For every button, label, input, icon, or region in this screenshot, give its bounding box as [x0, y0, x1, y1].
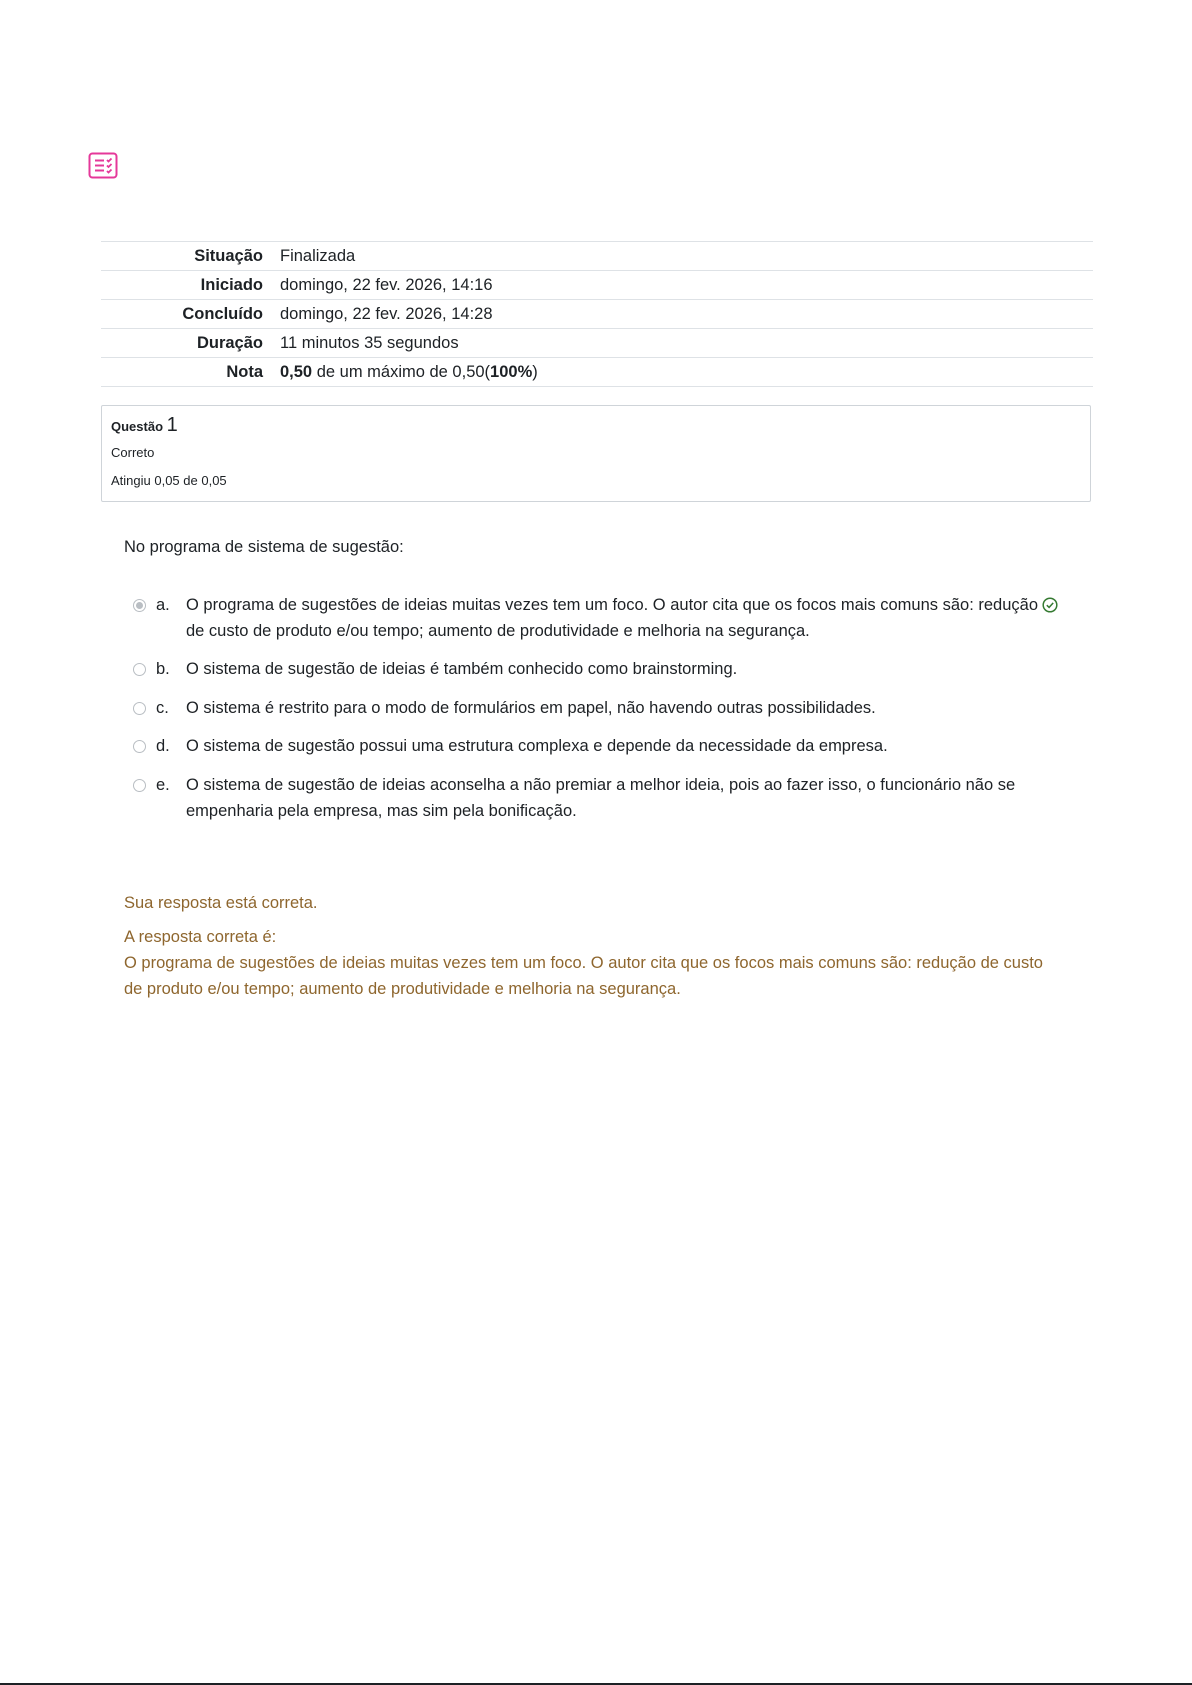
question-number	[111, 414, 1081, 437]
grade-max: de um máximo de 0,50(	[312, 362, 491, 381]
option-text: O sistema é restrito para o modo de formulários em papel, não havendo outras possibilidades.	[186, 699, 876, 717]
option-letter: a.	[156, 596, 170, 614]
summary-row-grade	[101, 358, 1093, 387]
question-text: No programa de sistema de sugestão:	[124, 538, 404, 556]
summary-row-duration	[101, 329, 1093, 358]
option-text: O sistema de sugestão de ideias é também conhecido como brainstorming.	[186, 660, 738, 678]
summary-value	[280, 358, 1093, 387]
summary-value: 11 minutos 35 segundos	[280, 333, 459, 352]
summary-value: domingo, 22 fev. 2026, 14:16	[280, 275, 493, 294]
question-state: Correto	[111, 445, 155, 460]
summary-label: Duração	[196, 333, 263, 352]
summary-row-completed	[101, 300, 1093, 329]
summary-label: Concluído	[182, 304, 263, 323]
radio-button[interactable]	[133, 599, 146, 612]
option-text: O programa de sugestões de ideias muitas vezes tem um foco. O autor cita que os focos mais comuns são: redução de custo de produto e/ou tempo; aumento de produtividade e melhoria na segurança.	[186, 596, 1039, 640]
answer-option-d[interactable]	[133, 733, 1053, 759]
summary-label: Situação	[194, 246, 263, 265]
right-answer-label: A resposta correta é:	[124, 928, 277, 946]
attempt-summary-table	[101, 241, 1093, 387]
check-circle-icon	[1042, 597, 1058, 613]
summary-label: Iniciado	[200, 275, 263, 294]
option-text: O sistema de sugestão possui uma estrutura complexa e depende da necessidade da empresa.	[186, 737, 888, 755]
quiz-icon	[88, 152, 118, 180]
radio-button[interactable]	[133, 779, 146, 792]
question-grade: Atingiu 0,05 de 0,05	[111, 473, 227, 488]
grade-score: 0,50	[280, 362, 313, 381]
summary-row-started	[101, 271, 1093, 300]
option-letter: b.	[156, 660, 170, 678]
feedback-panel	[124, 890, 1054, 1002]
radio-button[interactable]	[133, 702, 146, 715]
grade-close: )	[532, 362, 538, 381]
option-letter: e.	[156, 776, 170, 794]
option-letter: c.	[156, 699, 169, 717]
option-letter: d.	[156, 737, 170, 755]
answer-option-b[interactable]	[133, 656, 1053, 682]
question-prefix: Questão	[111, 419, 164, 434]
question-info-box	[101, 405, 1091, 502]
question-number-value: 1	[166, 414, 178, 436]
summary-row-state	[101, 242, 1093, 271]
specific-feedback: Sua resposta está correta.	[124, 894, 318, 912]
radio-button[interactable]	[133, 663, 146, 676]
radio-button[interactable]	[133, 740, 146, 753]
answer-option-e[interactable]	[133, 772, 1053, 824]
grade-percent: 100%	[490, 362, 533, 381]
answer-option-a[interactable]	[133, 592, 1053, 644]
right-answer-text: O programa de sugestões de ideias muitas vezes tem um foco. O autor cita que os focos mais comuns são: redução de custo de produto e/ou tempo; aumento de produtividade e melhoria na segurança.	[124, 954, 1043, 998]
option-text: O sistema de sugestão de ideias aconselha a não premiar a melhor ideia, pois ao fazer isso, o funcionário não se empenharia pela empresa, mas sim pela bonificação.	[186, 776, 1016, 820]
summary-value: domingo, 22 fev. 2026, 14:28	[280, 304, 493, 323]
answer-option-c[interactable]	[133, 695, 1053, 721]
summary-label: Nota	[226, 362, 263, 381]
summary-value: Finalizada	[280, 246, 356, 265]
